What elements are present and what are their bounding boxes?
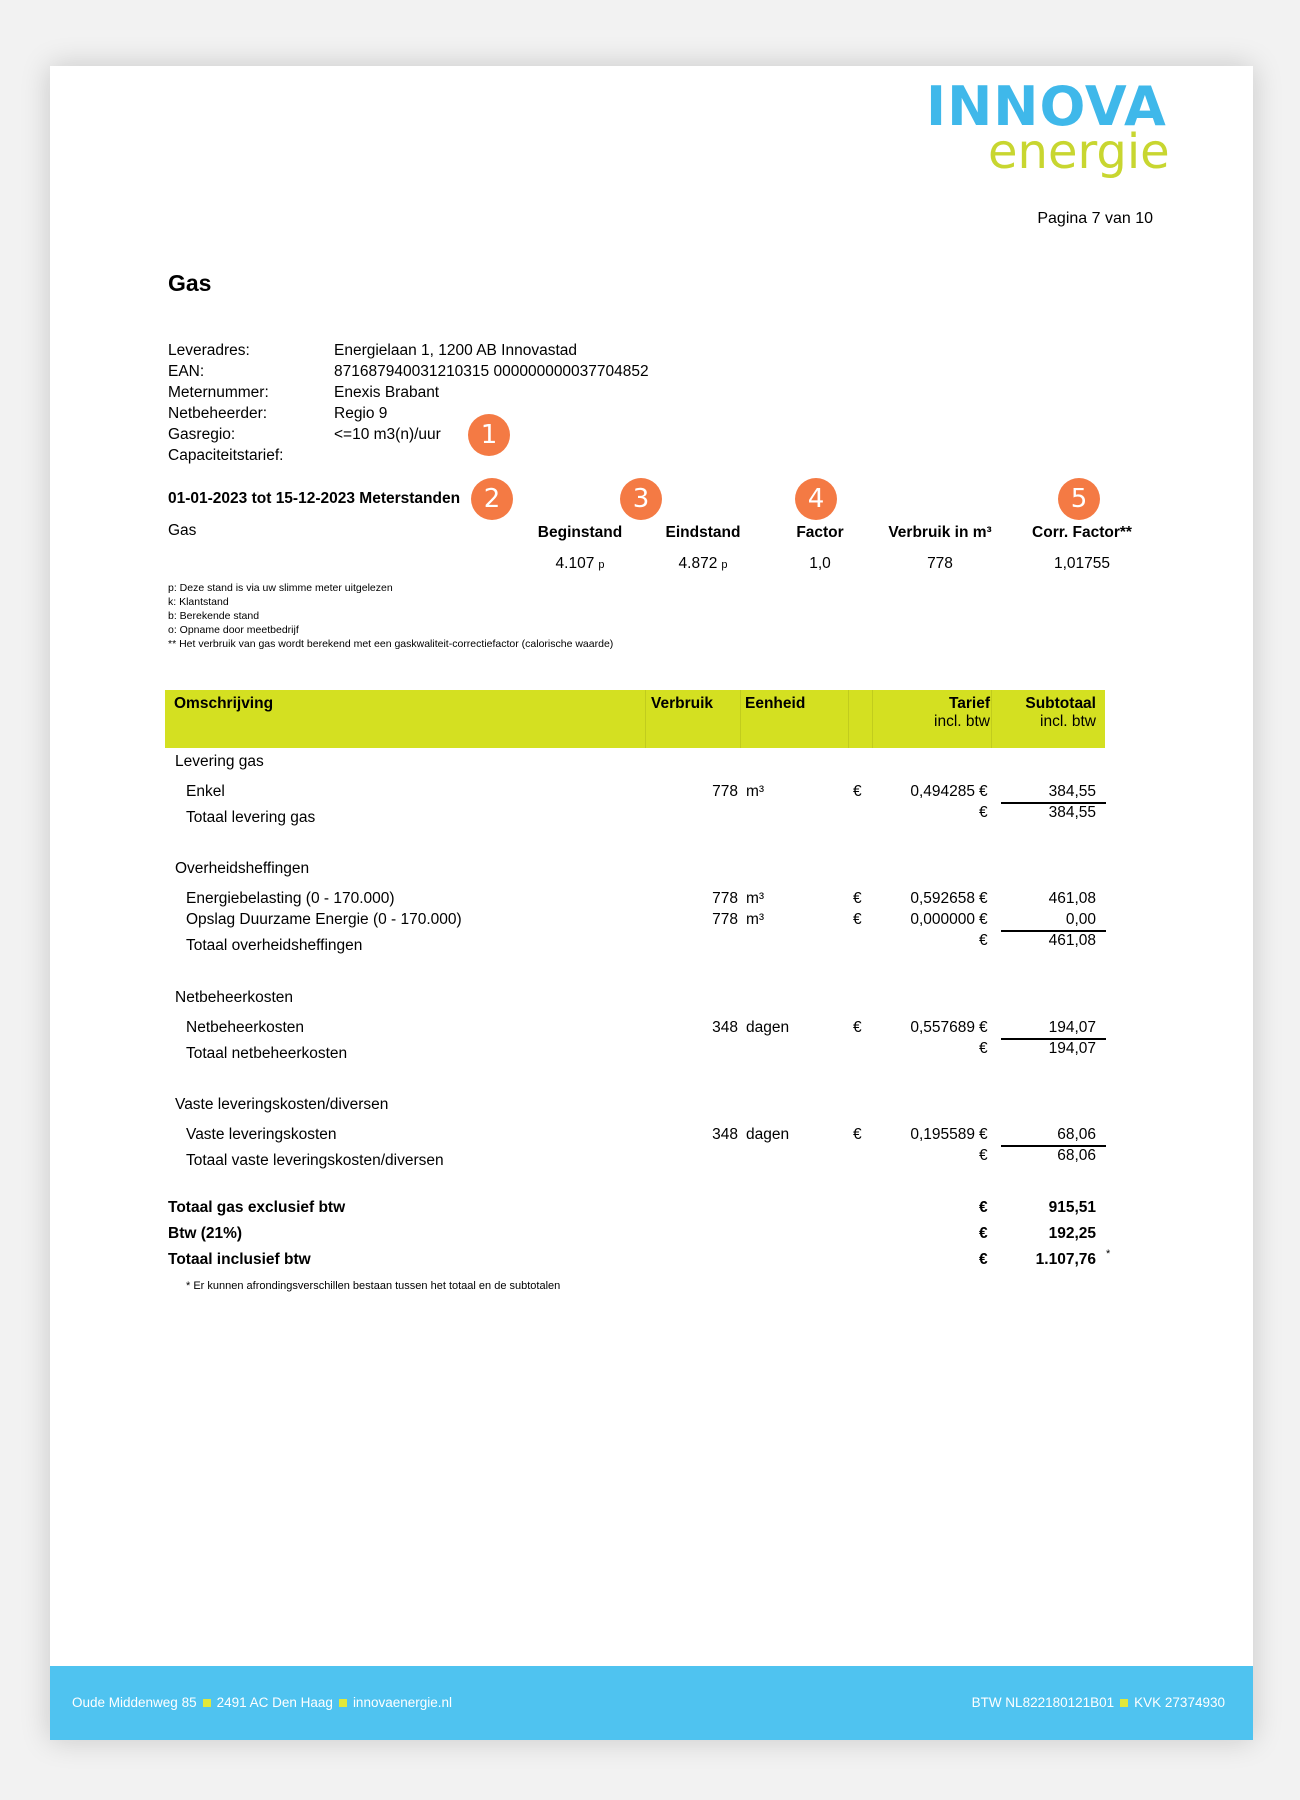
meter-readings-title: 01-01-2023 tot 15-12-2023 Meterstanden <box>168 490 461 507</box>
row-usage: 778 <box>712 783 738 800</box>
header-factor: Factor <box>796 524 844 541</box>
info-label: Leveradres: <box>168 342 250 359</box>
rounding-footnote-mark: * <box>1106 1248 1111 1260</box>
eindstand-number: 4.872 <box>678 555 718 572</box>
header-eindstand: Eindstand <box>665 524 741 541</box>
section-total-amount: 194,07 <box>1048 1040 1096 1057</box>
row-amount: 461,08 <box>1048 890 1096 907</box>
footer-website: innovaenergie.nl <box>352 1695 453 1710</box>
rounding-footnote: * Er kunnen afrondingsverschillen bestaan tussen het totaal en de subtotalen <box>186 1280 561 1292</box>
separator-square <box>203 1699 211 1707</box>
section-total-amount: 461,08 <box>1048 932 1096 949</box>
total-currency: € <box>979 1040 988 1057</box>
total-currency: € <box>979 1199 988 1216</box>
eindstand-code: p <box>721 559 728 571</box>
row-usage: 778 <box>712 890 738 907</box>
row-currency: € <box>979 1126 988 1143</box>
row-currency: € <box>979 911 988 928</box>
row-tariff: 0,557689 <box>910 1019 975 1036</box>
connection-info <box>168 340 649 466</box>
row-usage: 348 <box>712 1019 738 1036</box>
info-value: Regio 9 <box>334 405 388 422</box>
row-currency: € <box>853 1126 862 1143</box>
total-currency: € <box>979 804 988 821</box>
info-label: Gasregio: <box>168 426 236 443</box>
row-currency: € <box>853 1019 862 1036</box>
header-corr-factor: Corr. Factor** <box>1032 524 1132 541</box>
header-divider <box>848 690 849 748</box>
info-row <box>168 382 649 403</box>
callout-badge-3: 3 <box>620 478 662 520</box>
legend-item: ** Het verbruik van gas wordt berekend met een gaskwaliteit-correctiefactor (calorische waarde) <box>168 638 614 650</box>
separator-square <box>1120 1699 1128 1707</box>
callout-badge-2: 2 <box>471 478 513 520</box>
total-currency: € <box>979 932 988 949</box>
info-row <box>168 340 649 361</box>
total-excl-vat-label: Totaal gas exclusief btw <box>168 1199 346 1216</box>
value-beginstand <box>520 555 640 573</box>
row-description: Energiebelasting (0 - 170.000) <box>186 890 395 907</box>
row-amount: 194,07 <box>1048 1019 1096 1036</box>
row-currency: € <box>853 783 862 800</box>
header-beginstand: Beginstand <box>537 524 623 541</box>
row-description: Opslag Duurzame Energie (0 - 170.000) <box>186 911 462 928</box>
total-incl-vat-amount: 1.107,76 <box>1035 1251 1096 1268</box>
row-unit: m³ <box>746 890 765 907</box>
row-currency: € <box>979 783 988 800</box>
footer-address: Oude Middenweg 85 <box>72 1695 197 1710</box>
page-footer <box>50 1666 1253 1740</box>
separator-square <box>339 1699 347 1707</box>
section-total-label: Totaal vaste leveringskosten/diversen <box>186 1152 444 1169</box>
section-total-amount: 68,06 <box>1057 1147 1096 1164</box>
cost-table-header <box>165 690 1105 748</box>
info-row <box>168 445 649 466</box>
row-amount: 0,00 <box>1065 911 1096 928</box>
row-usage: 348 <box>712 1126 738 1143</box>
total-currency: € <box>979 1147 988 1164</box>
info-label: EAN: <box>168 363 205 380</box>
legend-item: p: Deze stand is via uw slimme meter uitgelezen <box>168 582 393 594</box>
beginstand-number: 4.107 <box>555 555 595 572</box>
col-eenheid: Eenheid <box>745 695 806 712</box>
section-title: Levering gas <box>175 753 264 770</box>
row-currency: € <box>853 911 862 928</box>
row-currency: € <box>853 890 862 907</box>
col-subtotaal <box>991 690 1096 748</box>
row-currency: € <box>979 1019 988 1036</box>
row-unit: dagen <box>746 1126 790 1143</box>
section-total-label: Totaal levering gas <box>186 809 316 826</box>
legend-item: k: Klantstand <box>168 596 229 608</box>
info-label: Netbeheerder: <box>168 405 268 422</box>
row-description: Netbeheerkosten <box>186 1019 305 1036</box>
section-total-label: Totaal overheidsheffingen <box>186 937 363 954</box>
info-label: Capaciteitstarief: <box>168 447 284 464</box>
col-verbruik: Verbruik <box>651 695 714 712</box>
meter-product: Gas <box>168 522 197 539</box>
subtotaal-label: Subtotaal <box>1025 695 1096 712</box>
row-unit: m³ <box>746 911 765 928</box>
info-value: 871687940031210315 000000000037704852 <box>334 363 649 380</box>
legend-item: b: Berekende stand <box>168 610 260 622</box>
info-row <box>168 424 649 445</box>
row-amount: 68,06 <box>1057 1126 1096 1143</box>
row-description: Enkel <box>186 783 225 800</box>
info-value: <=10 m3(n)/uur <box>334 426 441 443</box>
row-tariff: 0,195589 <box>910 1126 975 1143</box>
page-number: Pagina 7 van 10 <box>1037 210 1153 227</box>
logo-energie: energie <box>988 124 1170 180</box>
row-description: Vaste leveringskosten <box>186 1126 337 1143</box>
value-eindstand <box>648 555 758 573</box>
row-unit: dagen <box>746 1019 790 1036</box>
col-tarief <box>872 690 990 748</box>
header-verbruik: Verbruik in m³ <box>888 524 992 541</box>
section-title: Vaste leveringskosten/diversen <box>175 1096 389 1113</box>
row-usage: 778 <box>712 911 738 928</box>
total-currency: € <box>979 1251 988 1268</box>
total-excl-vat-amount: 915,51 <box>1048 1199 1096 1216</box>
row-amount: 384,55 <box>1048 783 1096 800</box>
subtotaal-sublabel: incl. btw <box>1040 713 1096 730</box>
header-divider <box>740 690 741 748</box>
total-currency: € <box>979 1225 988 1242</box>
value-corr-factor: 1,01755 <box>1053 555 1111 572</box>
tarief-sublabel: incl. btw <box>934 713 990 730</box>
footer-postcode: 2491 AC Den Haag <box>216 1695 333 1710</box>
info-label: Meternummer: <box>168 384 269 401</box>
tarief-label: Tarief <box>948 695 990 712</box>
footer-btw: BTW NL822180121B01 <box>971 1695 1115 1710</box>
info-row <box>168 361 649 382</box>
value-verbruik: 778 <box>927 555 953 572</box>
section-total-amount: 384,55 <box>1048 804 1096 821</box>
callout-badge-1: 1 <box>468 414 510 456</box>
company-registration <box>972 1695 1225 1710</box>
info-value: Energielaan 1, 1200 AB Innovastad <box>334 342 578 359</box>
row-currency: € <box>979 890 988 907</box>
row-tariff: 0,000000 <box>910 911 975 928</box>
section-title: Netbeheerkosten <box>175 989 294 1006</box>
beginstand-code: p <box>598 559 605 571</box>
value-factor: 1,0 <box>809 555 831 572</box>
footer-kvk: KVK 27374930 <box>1134 1695 1225 1710</box>
vat-label: Btw (21%) <box>168 1225 243 1242</box>
row-tariff: 0,592658 <box>910 890 975 907</box>
company-address <box>72 1695 452 1710</box>
callout-badge-5: 5 <box>1058 478 1100 520</box>
logo-innova: INNOVA <box>926 75 1167 138</box>
section-title: Overheidsheffingen <box>175 860 310 877</box>
page-title: Gas <box>168 270 212 296</box>
info-row <box>168 403 649 424</box>
header-divider <box>645 690 646 748</box>
callout-badge-4: 4 <box>795 478 837 520</box>
reading-code-legend <box>168 581 613 651</box>
section-total-label: Totaal netbeheerkosten <box>186 1045 348 1062</box>
vat-amount: 192,25 <box>1048 1225 1096 1242</box>
info-value: Enexis Brabant <box>334 384 440 401</box>
legend-item: o: Opname door meetbedrijf <box>168 624 299 636</box>
row-unit: m³ <box>746 783 765 800</box>
col-omschrijving: Omschrijving <box>174 695 274 712</box>
row-tariff: 0,494285 <box>910 783 975 800</box>
total-incl-vat-label: Totaal inclusief btw <box>168 1251 311 1268</box>
